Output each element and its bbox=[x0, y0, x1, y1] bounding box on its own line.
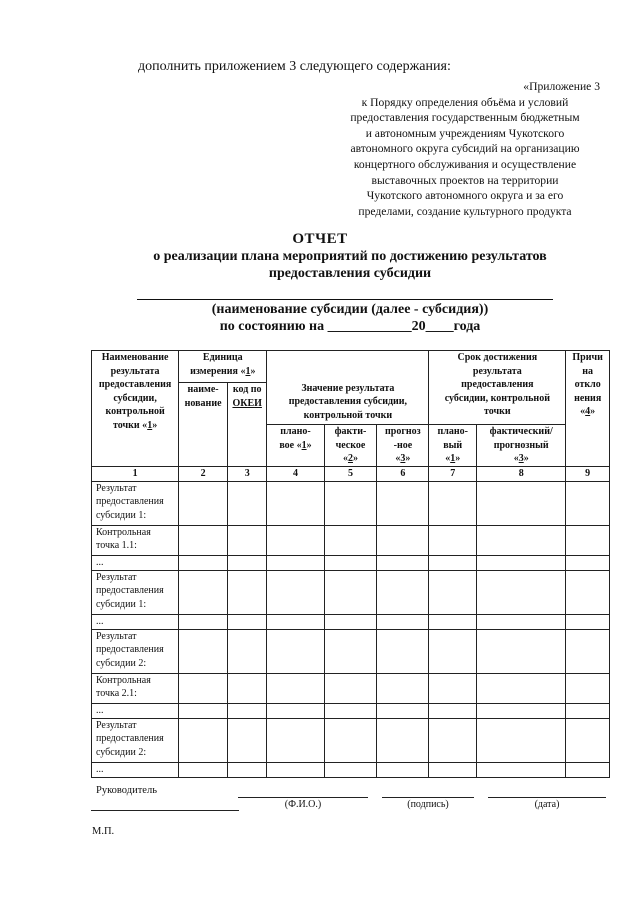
table-cell[interactable] bbox=[324, 525, 377, 555]
table-row bbox=[92, 762, 610, 777]
table-cell[interactable] bbox=[227, 762, 266, 777]
table-cell[interactable] bbox=[179, 703, 228, 718]
fio-caption: (Ф.И.О.) bbox=[284, 799, 322, 810]
table-row bbox=[92, 673, 610, 703]
signature-line bbox=[382, 797, 474, 798]
appendix-title: «Приложение 3 bbox=[523, 80, 600, 93]
column-number: 9 bbox=[566, 467, 610, 482]
table-cell[interactable] bbox=[429, 525, 477, 555]
table-cell[interactable] bbox=[566, 673, 610, 703]
appendix-line: к Порядку определения объёма и условий bbox=[361, 95, 569, 109]
row-label-line: субсидии 2: bbox=[96, 657, 147, 669]
subsidy-name-block bbox=[90, 301, 610, 335]
report-subtitle-line: предоставления субсидии bbox=[268, 266, 432, 281]
column-number: 8 bbox=[477, 467, 566, 482]
table-cell[interactable] bbox=[267, 703, 324, 718]
table-cell[interactable] bbox=[227, 555, 266, 570]
row-label bbox=[92, 481, 179, 525]
table-cell[interactable] bbox=[429, 762, 477, 777]
table-cell[interactable] bbox=[477, 718, 566, 762]
stamp-label: М.П. bbox=[92, 826, 115, 837]
table-cell[interactable] bbox=[566, 570, 610, 614]
table-cell[interactable] bbox=[267, 762, 324, 777]
table-row bbox=[92, 703, 610, 718]
row-label-line: Результат bbox=[96, 719, 137, 731]
table-cell[interactable] bbox=[477, 762, 566, 777]
table-cell[interactable] bbox=[227, 629, 266, 673]
table-cell[interactable] bbox=[429, 718, 477, 762]
table-cell[interactable] bbox=[377, 481, 429, 525]
row-label bbox=[92, 673, 179, 703]
header-unit-code: код по ОКЕИ bbox=[227, 383, 266, 467]
table-cell[interactable] bbox=[324, 481, 377, 525]
table-cell[interactable] bbox=[267, 555, 324, 570]
table-cell[interactable] bbox=[477, 703, 566, 718]
fio-line bbox=[238, 797, 368, 798]
table-cell[interactable] bbox=[429, 703, 477, 718]
header-unit-name: наиме- нование bbox=[179, 383, 228, 467]
table-cell[interactable] bbox=[324, 555, 377, 570]
table-cell[interactable] bbox=[324, 718, 377, 762]
table-cell[interactable] bbox=[227, 718, 266, 762]
appendix-header bbox=[330, 79, 600, 219]
column-number: 4 bbox=[267, 467, 324, 482]
table-cell[interactable] bbox=[477, 629, 566, 673]
header-value: Значение результата предоставления субсидии, контрольной точки bbox=[267, 351, 429, 425]
table-cell[interactable] bbox=[566, 555, 610, 570]
appendix-line: концертного обслуживания и осуществление bbox=[353, 157, 577, 171]
appendix-line: выставочных проектов на территории bbox=[371, 173, 559, 187]
table-cell[interactable] bbox=[227, 614, 266, 629]
table-cell[interactable] bbox=[377, 673, 429, 703]
column-number: 7 bbox=[429, 467, 477, 482]
report-subtitle-line: о реализации плана мероприятий по достижению результатов bbox=[153, 249, 547, 264]
table-cell[interactable] bbox=[267, 718, 324, 762]
header-term-planned: плано- вый «1» bbox=[429, 425, 477, 467]
table-cell[interactable] bbox=[377, 718, 429, 762]
appendix-line: Чукотского автономного округа и за его bbox=[366, 189, 564, 203]
table-cell[interactable] bbox=[324, 614, 377, 629]
table-cell[interactable] bbox=[267, 673, 324, 703]
table-row bbox=[92, 718, 610, 762]
appendix-line: пределами, создание культурного продукта bbox=[358, 204, 572, 218]
column-numbers-row bbox=[92, 467, 610, 482]
row-label bbox=[92, 762, 179, 777]
table-cell[interactable] bbox=[324, 762, 377, 777]
report-subtitle bbox=[90, 248, 610, 282]
subsidy-name-caption: (наименование субсидии (далее - субсидия)) bbox=[211, 302, 489, 317]
head-position-line bbox=[91, 810, 239, 811]
table-row bbox=[92, 555, 610, 570]
table-cell[interactable] bbox=[179, 673, 228, 703]
appendix-line: и автономным учреждениям Чукотского bbox=[365, 126, 565, 140]
table-cell[interactable] bbox=[377, 703, 429, 718]
table-cell[interactable] bbox=[477, 673, 566, 703]
header-value-planned: плано- вое «1» bbox=[267, 425, 324, 467]
table-cell[interactable] bbox=[566, 525, 610, 555]
table-cell[interactable] bbox=[429, 570, 477, 614]
header-result-name: Наименование результата предоставления субсидии, контрольной точки «1» bbox=[92, 351, 179, 467]
table-cell[interactable] bbox=[324, 570, 377, 614]
table-row bbox=[92, 481, 610, 525]
table-row bbox=[92, 614, 610, 629]
appendix-line: предоставления государственным бюджетным bbox=[350, 111, 580, 125]
row-label-line: Результат bbox=[96, 630, 137, 642]
table-cell[interactable] bbox=[566, 481, 610, 525]
row-label bbox=[92, 703, 179, 718]
table-cell[interactable] bbox=[267, 614, 324, 629]
head-label: Руководитель bbox=[96, 785, 157, 796]
table-cell[interactable] bbox=[477, 614, 566, 629]
column-number: 6 bbox=[377, 467, 429, 482]
row-label bbox=[92, 718, 179, 762]
column-number: 1 bbox=[92, 467, 179, 482]
date-caption: (дата) bbox=[534, 799, 560, 810]
date-line bbox=[488, 797, 606, 798]
table-cell[interactable] bbox=[377, 629, 429, 673]
row-label bbox=[92, 629, 179, 673]
table-row bbox=[92, 525, 610, 555]
table-cell[interactable] bbox=[429, 629, 477, 673]
table-cell[interactable] bbox=[324, 703, 377, 718]
table-row bbox=[92, 570, 610, 614]
table-cell[interactable] bbox=[179, 481, 228, 525]
table-cell[interactable] bbox=[267, 525, 324, 555]
table-cell[interactable] bbox=[179, 629, 228, 673]
header-value-actual: факти- ческое «2» bbox=[324, 425, 377, 467]
table-cell[interactable] bbox=[429, 614, 477, 629]
table-cell[interactable] bbox=[179, 762, 228, 777]
report-date-line: по состоянию на ____________20____года bbox=[219, 319, 481, 334]
table-cell[interactable] bbox=[377, 762, 429, 777]
column-number: 5 bbox=[324, 467, 377, 482]
table-cell[interactable] bbox=[477, 481, 566, 525]
signature-caption: (подпись) bbox=[407, 799, 449, 810]
header-deviation-reason: Причи на откло нения «4» bbox=[566, 351, 610, 467]
table-cell[interactable] bbox=[227, 703, 266, 718]
report-title: ОТЧЕТ bbox=[292, 231, 348, 247]
table-cell[interactable] bbox=[566, 718, 610, 762]
table-cell[interactable] bbox=[429, 555, 477, 570]
table-cell[interactable] bbox=[377, 614, 429, 629]
table-cell[interactable] bbox=[267, 481, 324, 525]
table-cell[interactable] bbox=[566, 703, 610, 718]
table-body bbox=[92, 481, 610, 777]
row-label-line: Контрольная bbox=[96, 526, 151, 538]
table-row bbox=[92, 629, 610, 673]
row-label-line: Результат bbox=[96, 571, 137, 583]
row-label-line: ... bbox=[96, 763, 104, 775]
table-cell[interactable] bbox=[566, 762, 610, 777]
column-number: 3 bbox=[227, 467, 266, 482]
table-cell[interactable] bbox=[377, 555, 429, 570]
table-cell[interactable] bbox=[267, 570, 324, 614]
row-label bbox=[92, 614, 179, 629]
row-label-line: ... bbox=[96, 704, 104, 716]
row-label-line: субсидии 1: bbox=[96, 509, 147, 521]
table-cell[interactable] bbox=[227, 570, 266, 614]
row-label-line: точка 1.1: bbox=[96, 540, 137, 551]
table-cell[interactable] bbox=[324, 673, 377, 703]
table-cell[interactable] bbox=[179, 614, 228, 629]
table-cell[interactable] bbox=[227, 481, 266, 525]
row-label-line: предоставления bbox=[96, 585, 164, 596]
row-label-line: субсидии 1: bbox=[96, 598, 147, 610]
appendix-line: автономного округа субсидий на организацию bbox=[350, 142, 580, 156]
row-label bbox=[92, 525, 179, 555]
row-label-line: предоставления bbox=[96, 496, 164, 507]
report-table bbox=[91, 350, 610, 778]
row-label-line: предоставления bbox=[96, 733, 164, 744]
row-label bbox=[92, 570, 179, 614]
row-label-line: предоставления bbox=[96, 644, 164, 655]
row-label-line: точка 2.1: bbox=[96, 688, 137, 699]
row-label-line: ... bbox=[96, 615, 104, 627]
table-cell[interactable] bbox=[566, 629, 610, 673]
table-cell[interactable] bbox=[429, 673, 477, 703]
table-cell[interactable] bbox=[179, 718, 228, 762]
row-label bbox=[92, 555, 179, 570]
header-term-actual: фактический/ прогнозный «3» bbox=[477, 425, 566, 467]
row-label-line: Результат bbox=[96, 482, 137, 494]
header-unit: Единица измерения «1» bbox=[179, 351, 267, 383]
header-value-forecast: прогноз -ное «3» bbox=[377, 425, 429, 467]
column-number: 2 bbox=[179, 467, 228, 482]
table-cell[interactable] bbox=[179, 525, 228, 555]
table-cell[interactable] bbox=[267, 629, 324, 673]
table-cell[interactable] bbox=[429, 481, 477, 525]
subsidy-name-line bbox=[137, 299, 553, 300]
header-term: Срок достижения результата предоставления субсидии, контрольной точки bbox=[429, 351, 566, 425]
table-cell[interactable] bbox=[477, 555, 566, 570]
intro-text: дополнить приложением 3 следующего содержания: bbox=[138, 59, 451, 74]
row-label-line: ... bbox=[96, 556, 104, 568]
table-cell[interactable] bbox=[377, 570, 429, 614]
row-label-line: субсидии 2: bbox=[96, 746, 147, 758]
table-cell[interactable] bbox=[566, 614, 610, 629]
row-label-line: Контрольная bbox=[96, 674, 151, 686]
table-cell[interactable] bbox=[477, 525, 566, 555]
table-cell[interactable] bbox=[477, 570, 566, 614]
table-cell[interactable] bbox=[179, 570, 228, 614]
table-cell[interactable] bbox=[377, 525, 429, 555]
table-cell[interactable] bbox=[227, 673, 266, 703]
table-cell[interactable] bbox=[179, 555, 228, 570]
table-cell[interactable] bbox=[324, 629, 377, 673]
table-cell[interactable] bbox=[227, 525, 266, 555]
